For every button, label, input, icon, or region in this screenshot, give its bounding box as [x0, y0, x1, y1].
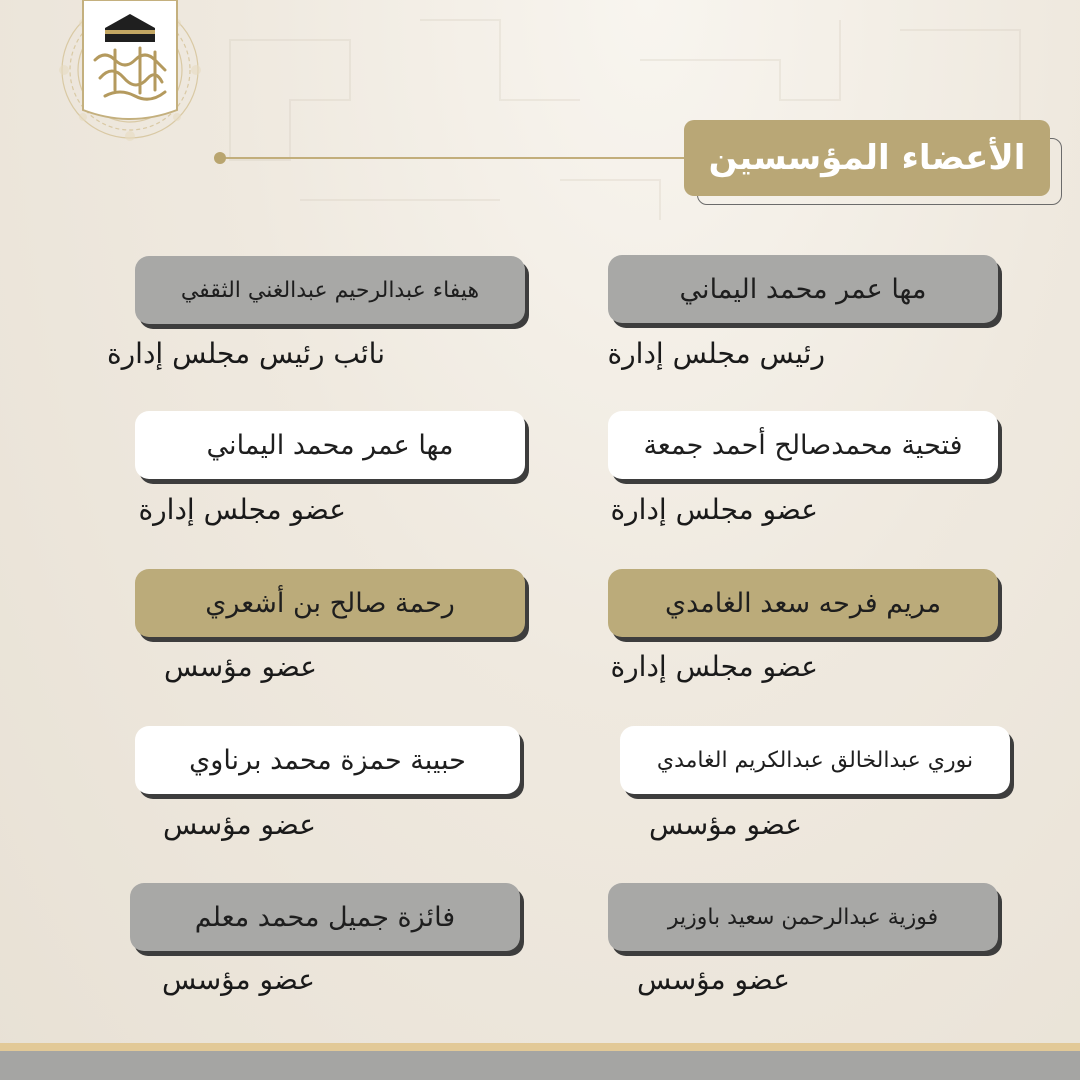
member-name: فائزة جميل محمد معلم: [130, 883, 520, 951]
member-role: عضو مؤسس: [164, 650, 317, 683]
footer-gold-bar: [0, 1043, 1080, 1051]
member-role: عضو مجلس إدارة: [138, 493, 346, 526]
member-name: هيفاء عبدالرحيم عبدالغني الثقفي: [135, 256, 525, 324]
member-role: عضو مؤسس: [637, 963, 790, 996]
member-name: مريم فرحه سعد الغامدي: [608, 569, 998, 637]
page-title: الأعضاء المؤسسين: [684, 120, 1050, 196]
member-name: مها عمر محمد اليماني: [135, 411, 525, 479]
footer-gray-bar: [0, 1051, 1080, 1080]
member-name: نوري عبدالخالق عبدالكريم الغامدي: [620, 726, 1010, 794]
kaaba-calligraphy-logo: [55, 0, 205, 150]
member-role: عضو مجلس إدارة: [610, 493, 818, 526]
member-name: رحمة صالح بن أشعري: [135, 569, 525, 637]
member-role: عضو مؤسس: [649, 808, 802, 841]
member-role: عضو مجلس إدارة: [610, 650, 818, 683]
member-name: مها عمر محمد اليماني: [608, 255, 998, 323]
member-role: عضو مؤسس: [163, 808, 316, 841]
member-role: رئيس مجلس إدارة: [607, 337, 825, 370]
title-line-dot: [214, 152, 226, 164]
member-name: فتحية محمدصالح أحمد جمعة: [608, 411, 998, 479]
member-role: نائب رئيس مجلس إدارة: [106, 337, 385, 370]
member-role: عضو مؤسس: [162, 963, 315, 996]
title-underline: [220, 157, 690, 159]
member-name: فوزية عبدالرحمن سعيد باوزير: [608, 883, 998, 951]
member-name: حبيبة حمزة محمد برناوي: [135, 726, 520, 794]
